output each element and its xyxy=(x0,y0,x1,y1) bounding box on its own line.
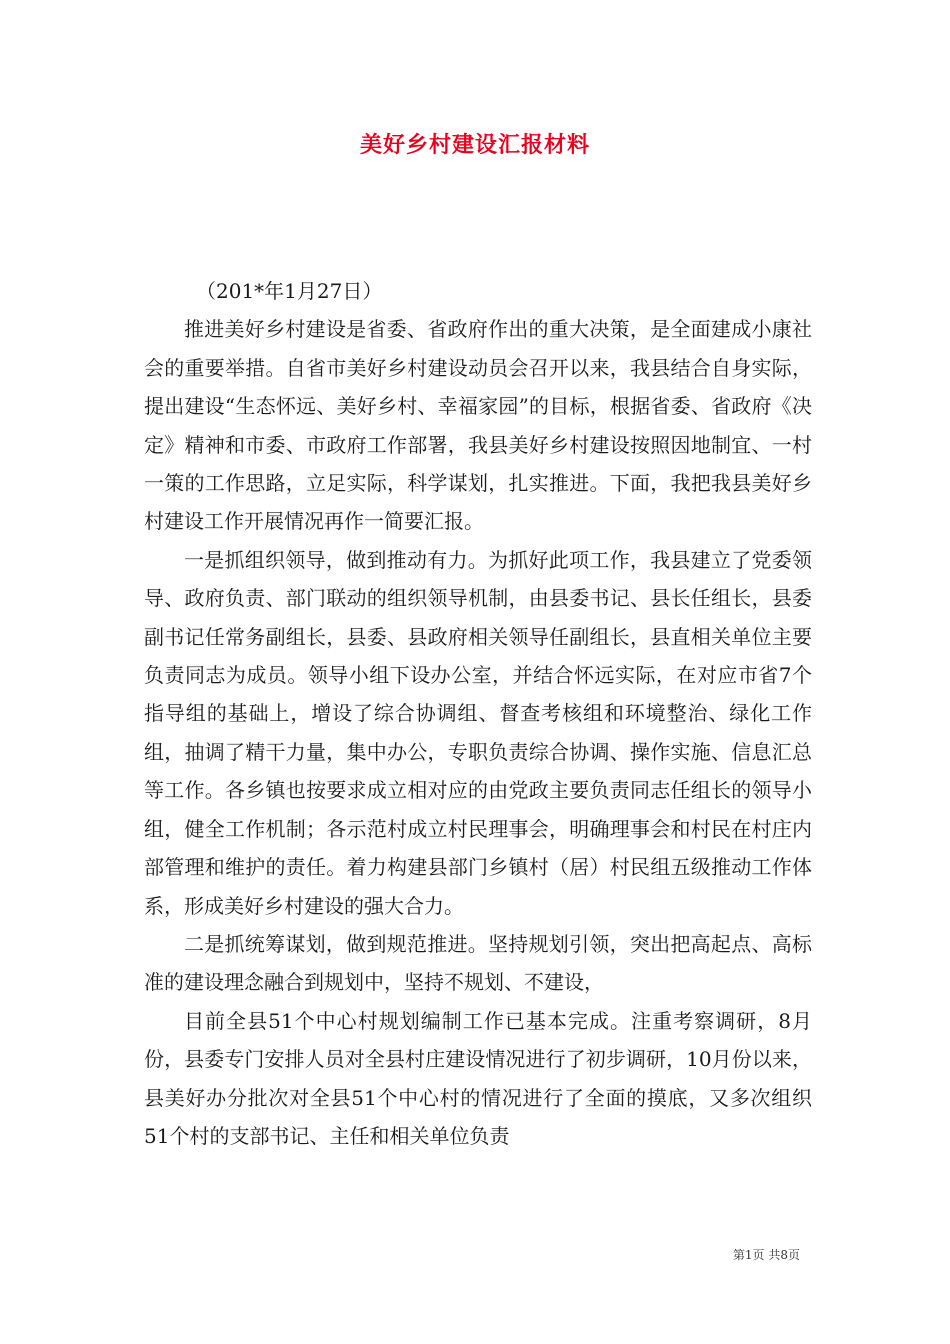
document-date: （201*年1月27日） xyxy=(196,279,383,303)
paragraph-organization: 一是抓组织领导，做到推动有力。为抓好此项工作，我县建立了党委领导、政府负责、部门联动的组织领导机制，由县委书记、县长任组长，县委副书记任常务副组长，县委、县政府相关领导任副组长，县直相关单位主要负责同志为成员。领导小组下设办公室，并结合怀远实际，在对应市省7个指导组的基础上，增设了综合协调组、督查考核组和环境整治、绿化工作组，抽调了精干力量，集中办公，专职负责综合协调、操作实施、信息汇总等工作。各乡镇也按要求成立相对应的由党政主要负责同志任组长的领导小组，健全工作机制；各示范村成立村民理事会，明确理事会和村民在村庄内部管理和维护的责任。着力构建县部门乡镇村（居）村民组五级推动工作体系，形成美好乡村建设的强大合力。 xyxy=(144,547,812,918)
document-body xyxy=(144,272,812,1155)
document-title: 美好乡村建设汇报材料 xyxy=(359,132,590,158)
page-number: 第1页 共8页 xyxy=(732,1248,800,1262)
paragraph-intro: 推进美好乡村建设是省委、省政府作出的重大决策，是全面建成小康社会的重要举措。自省市美好乡村建设动员会召开以来，我县结合自身实际，提出建设“生态怀远、美好乡村、幸福家园”的目标，根据省委、省政府《决定》精神和市委、市政府工作部署，我县美好乡村建设按照因地制宜、一村一策的工作思路，立足实际，科学谋划，扎实推进。下面，我把我县美好乡村建设工作开展情况再作一简要汇报。 xyxy=(144,317,812,534)
paragraph-planning: 二是抓统筹谋划，做到规范推进。坚持规划引领，突出把高起点、高标准的建设理念融合到规划中，坚持不规划、不建设， xyxy=(144,931,812,995)
paragraph-progress: 目前全县51个中心村规划编制工作已基本完成。注重考察调研，8月份，县委专门安排人员对全县村庄建设情况进行了初步调研，10月份以来，县美好办分批次对全县51个中心村的情况进行了全面的摸底，又多次组织51个村的支部书记、主任和相关单位负责 xyxy=(144,1008,812,1148)
